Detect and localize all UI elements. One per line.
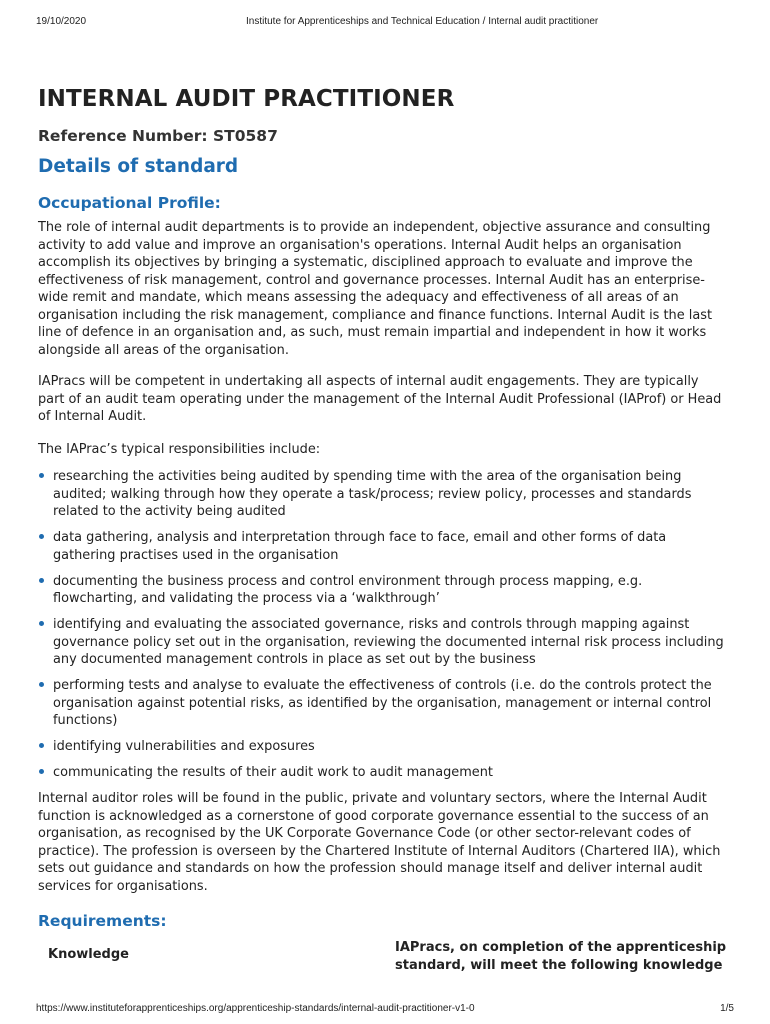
main-content: [38, 84, 728, 979]
responsibilities-list: [38, 468, 728, 782]
list-item-text: communicating the results of their audit work to audit management: [53, 765, 493, 780]
print-date: 19/10/2020: [36, 16, 87, 27]
page-number: 1/5: [720, 1003, 734, 1014]
bullet-icon: [39, 682, 44, 687]
list-item-text: identifying and evaluating the associated governance, risks and controls through mapping against governance policy set out in the organisation, reviewing the documented internal risk process including any documented management controls in place as set out by the business: [53, 617, 724, 667]
list-item: [38, 573, 728, 608]
profile-paragraph-4: Internal auditor roles will be found in the public, private and voluntary sectors, where the Internal Audit function is acknowledged as a cornerstone of good corporate governance essential to the success of an organisation, as recognised by the UK Corporate Governance Code (or other sector-relevant codes of practice). The profession is overseen by the Chartered Institute of Internal Auditors (Chartered IIA), which sets out guidance and standards on how the profession should manage itself and deliver internal audit services for organisations.: [38, 791, 721, 894]
requirements-knowledge-label: Knowledge: [48, 947, 129, 962]
occupational-profile-heading: Occupational Profile:: [38, 194, 221, 212]
list-item: [38, 738, 728, 756]
list-item-text: documenting the business process and control environment through process mapping, e.g. flowcharting, and validating the process via a ‘walkthrough’: [53, 573, 643, 606]
list-item: [38, 764, 728, 782]
list-item: [38, 529, 728, 564]
print-url[interactable]: https://www.instituteforapprenticeships.org/apprenticeship-standards/internal-audit-practitioner-v1-0: [36, 1003, 475, 1014]
list-item-text: identifying vulnerabilities and exposures: [53, 739, 315, 754]
bullet-icon: [39, 578, 44, 583]
details-heading: Details of standard: [38, 156, 239, 177]
list-item-text: data gathering, analysis and interpretation through face to face, email and other forms of data gathering practises used in the organisation: [53, 530, 667, 563]
profile-paragraph-1: The role of internal audit departments is to provide an independent, objective assurance and consulting activity to add value and improve an organisation's operations. Internal Audit helps an organisation accomplish its objectives by bringing a systematic, disciplined approach to evaluate and improve the effectiveness of risk management, control and governance processes. Internal Audit has an enterprise-wide remit and mandate, which means assessing the adequacy and effectiveness of all areas of an organisation including the risk management, compliance and finance functions. Internal Audit is the last line of defence in an organisation and, as such, must remain impartial and independent in how it works alongside all areas of the organisation.: [38, 220, 712, 358]
list-item: [38, 677, 728, 730]
print-title: Institute for Apprenticeships and Technical Education / Internal audit practitioner: [246, 16, 599, 27]
requirements-heading: Requirements:: [38, 912, 167, 930]
bullet-icon: [39, 769, 44, 774]
list-item: [38, 468, 728, 521]
list-item-text: researching the activities being audited by spending time with the area of the organisation being audited; walking through how they operate a task/process; review policy, processes and standards related to the activity being audited: [53, 469, 692, 519]
requirements-table: [38, 939, 728, 979]
list-item: [38, 616, 728, 669]
profile-paragraph-2: IAPracs will be competent in undertaking all aspects of internal audit engagements. They are typically part of an audit team operating under the management of the Internal Audit Professional (IAProf) or Head of Internal Audit.: [38, 374, 722, 424]
bullet-icon: [39, 621, 44, 626]
reference-number: Reference Number: ST0587: [38, 127, 278, 145]
bullet-icon: [39, 534, 44, 539]
profile-paragraph-3: The IAPrac’s typical responsibilities include:: [38, 441, 321, 457]
requirements-knowledge-description: IAPracs, on completion of the apprenticeship standard, will meet the following knowledge: [395, 940, 727, 973]
list-item-text: performing tests and analyse to evaluate the effectiveness of controls (i.e. do the controls protect the organisation against potential risks, as identified by the organisation, management or internal control functions): [53, 678, 712, 728]
page-title: INTERNAL AUDIT PRACTITIONER: [38, 86, 455, 112]
bullet-icon: [39, 743, 44, 748]
bullet-icon: [39, 473, 44, 478]
